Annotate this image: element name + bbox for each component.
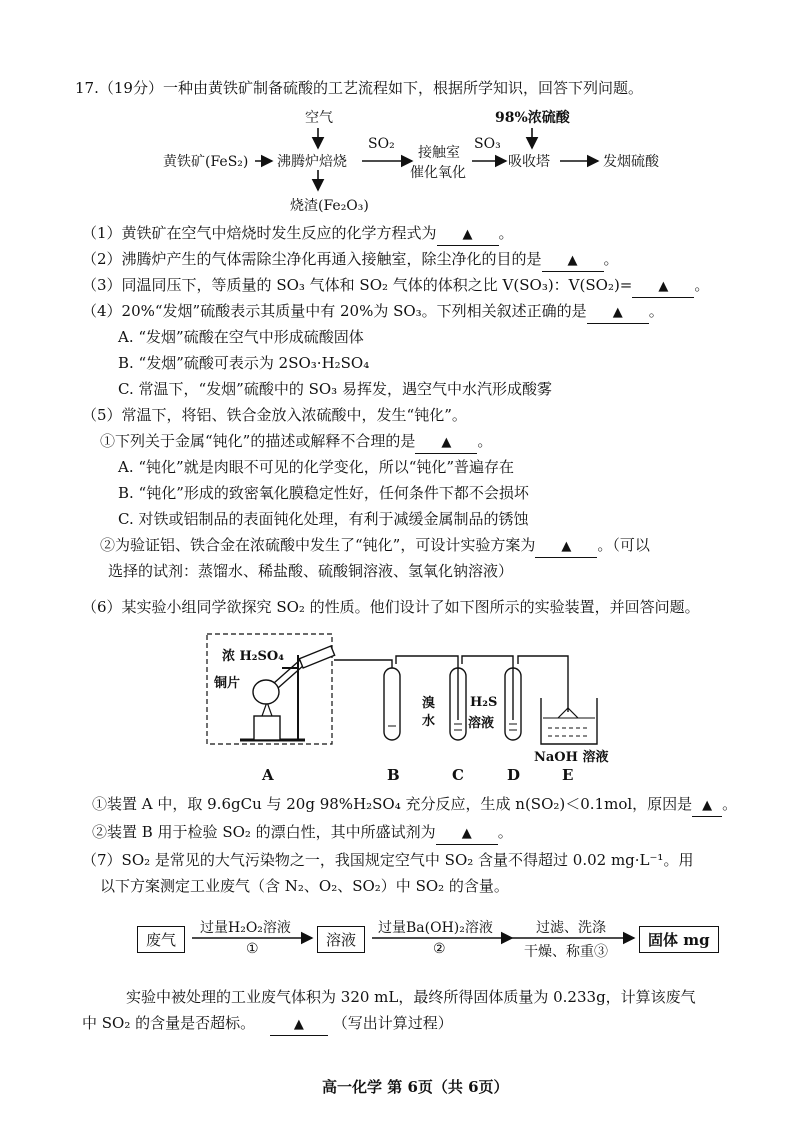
question-1-text: （1）黄铁矿在空气中焙烧时发生反应的化学方程式为 (82, 224, 437, 242)
answer-mark: ▲ (567, 253, 578, 268)
flow-so2: SO₂ (368, 136, 395, 152)
flow-step1-reagent: 过量H₂O₂溶液 (200, 920, 291, 936)
option-5a: A. “钝化”就是肉眼不可见的化学变化，所以“钝化”普遍存在 (118, 458, 515, 476)
question-6-2-text: ②装置 B 用于检验 SO₂ 的漂白性，其中所盛试剂为 (92, 823, 436, 841)
answer-mark: ▲ (658, 279, 669, 294)
option-4b: B. “发烟”硫酸可表示为 2SO₃·H₂SO₄ (118, 354, 370, 372)
option-4c: C. 常温下，“发烟”硫酸中的 SO₃ 易挥发，遇空气中水汽形成酸雾 (118, 380, 552, 398)
label-bromine-2: 水 (422, 714, 436, 729)
answer-mark: ▲ (561, 539, 572, 554)
label-copper: 铜片 (214, 676, 241, 691)
question-5: （5）常温下，将铝、铁合金放入浓硫酸中，发生“钝化”。 (82, 406, 467, 424)
period: 。 (497, 823, 513, 841)
label-A: A (262, 766, 274, 784)
flow-step2-number: ② (433, 941, 446, 957)
flow-fuming-acid: 发烟硫酸 (603, 154, 659, 170)
flow-so3: SO₃ (474, 136, 501, 152)
question-2-text: （2）沸腾炉产生的气体需除尘净化再通入接触室，除尘净化的目的是 (82, 250, 542, 268)
question-5-2-reagents: 选择的试剂：蒸馏水、稀盐酸、硫酸铜溶液、氢氧化钠溶液） (108, 562, 514, 580)
period: 。 (648, 302, 664, 320)
option-5c: C. 对铁或铝制品的表面钝化处理，有利于减缓金属制品的锈蚀 (118, 510, 529, 528)
label-h2s-1: H₂S (470, 695, 498, 710)
answer-mark: ▲ (612, 305, 623, 320)
label-E: E (562, 766, 574, 784)
answer-mark: ▲ (293, 1017, 304, 1032)
flow-step2-reagent: 过量Ba(OH)₂溶液 (378, 920, 493, 936)
option-5b: B. “钝化”形成的致密氧化膜稳定性好，任何条件下都不会损坏 (118, 484, 529, 502)
question-6-1-text: ①装置 A 中，取 9.6gCu 与 20g 98%H₂SO₄ 充分反应，生成 n(SO₂)＜0.1mol，原因是 (92, 795, 693, 813)
answer-mark: ▲ (441, 435, 452, 450)
flow-conc-acid: 98%浓硫酸 (495, 110, 570, 126)
question-6: （6）某实验小组同学欲探究 SO₂ 的性质。他们设计了如下图所示的实验装置，并回答问题。 (82, 598, 700, 616)
label-B: B (387, 766, 400, 784)
question-7-ask-text: 中 SO₂ 的含量是否超标。 (82, 1014, 256, 1032)
flow-slag: 烧渣(Fe₂O₃) (290, 198, 369, 214)
question-7-ask-tail: （写出计算过程） (332, 1014, 453, 1032)
page-footer: 高一化学 第 6页（共 6页） (322, 1078, 509, 1096)
flow-air: 空气 (305, 110, 333, 126)
label-conc-h2so4: 浓 H₂SO₄ (222, 649, 284, 664)
answer-mark: ▲ (461, 826, 472, 841)
flow-contact-room: 接触室 (418, 145, 460, 161)
answer-mark: ▲ (702, 798, 713, 813)
question-5-2-tail: 。（可以 (597, 536, 650, 554)
flow-boiling-furnace: 沸腾炉焙烧 (277, 154, 347, 170)
flow-waste-gas: 废气 (137, 926, 185, 953)
flow-absorption-tower: 吸收塔 (508, 154, 550, 170)
question-7-data: 实验中被处理的工业废气体积为 320 mL，最终所得固体质量为 0.233g，计算该废气 (126, 988, 696, 1006)
question-7-line2: 以下方案测定工业废气（含 N₂、O₂、SO₂）中 SO₂ 的含量。 (100, 877, 509, 895)
flow-step3-top: 过滤、洗涤 (536, 920, 606, 936)
label-naoh: NaOH 溶液 (534, 750, 609, 765)
period: 。 (603, 250, 619, 268)
question-5-1-text: ①下列关于金属“钝化”的描述或解释不合理的是 (100, 432, 416, 450)
label-bromine-1: 溴 (422, 696, 436, 711)
question-header: 17.（19分）一种由黄铁矿制备硫酸的工艺流程如下，根据所学知识，回答下列问题。 (75, 79, 643, 97)
flow-solid: 固体 mg (639, 926, 719, 953)
answer-blank-7 (270, 1013, 328, 1036)
question-4-text: （4）20%“发烟”硫酸表示其质量中有 20%为 SO₃。下列相关叙述正确的是 (82, 302, 587, 320)
period: 。 (722, 795, 738, 813)
flow-solution: 溶液 (317, 926, 365, 953)
question-3-text: （3）同温同压下，等质量的 SO₃ 气体和 SO₂ 气体的体积之比 V(SO₃)：V(SO₂)= (82, 276, 633, 294)
question-7: （7）SO₂ 是常见的大气污染物之一，我国规定空气中 SO₂ 含量不得超过 0.02 mg·L⁻¹。用 (82, 851, 694, 869)
label-h2s-2: 溶液 (468, 716, 495, 731)
label-D: D (507, 766, 521, 784)
label-C: C (452, 766, 464, 784)
question-7-ask (82, 1013, 453, 1036)
answer-mark: ▲ (462, 227, 473, 242)
question-5-2-text: ②为验证铝、铁合金在浓硫酸中发生了“钝化”，可设计实验方案为 (100, 536, 536, 554)
period: 。 (694, 276, 710, 294)
flow-step1-number: ① (246, 941, 259, 957)
flow-pyrite: 黄铁矿(FeS₂) (163, 154, 249, 170)
option-4a: A. “发烟”硫酸在空气中形成硫酸固体 (118, 328, 364, 346)
period: 。 (477, 432, 493, 450)
period: 。 (498, 224, 514, 242)
flow-step3-bottom: 干燥、称重③ (524, 944, 608, 960)
flow-catalytic-oxidation: 催化氧化 (410, 165, 466, 181)
